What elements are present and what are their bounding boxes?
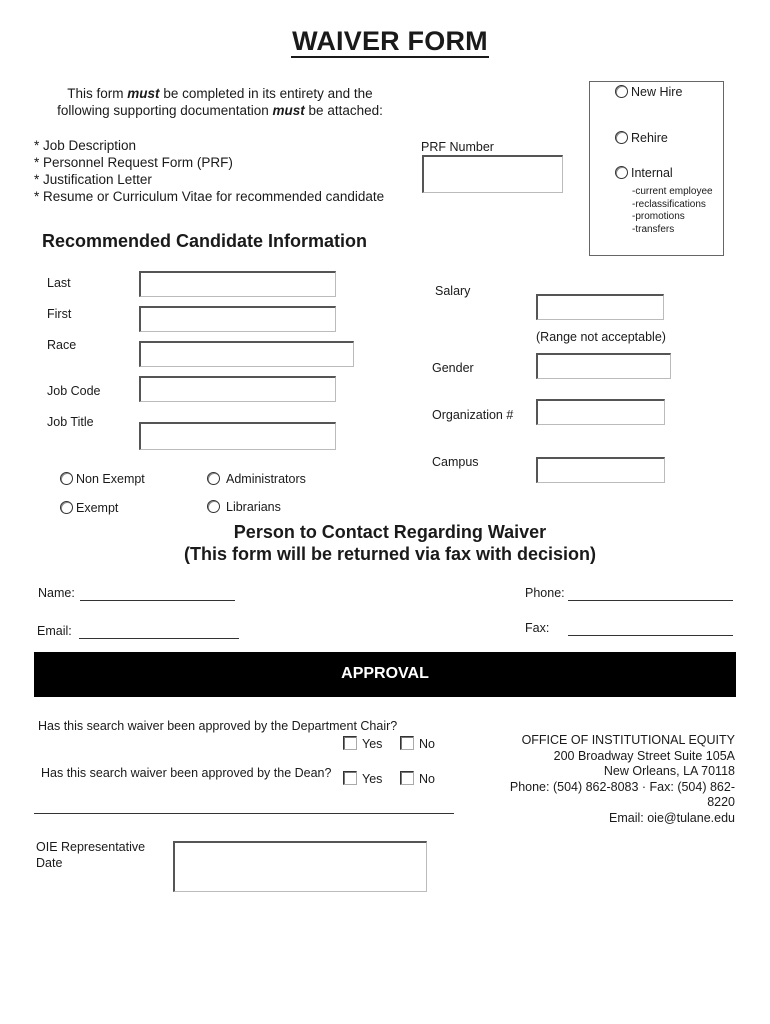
job-code-field[interactable] bbox=[139, 376, 336, 402]
intro-text: This form must be completed in its entirety and the following supporting documentation must be attached: bbox=[57, 86, 383, 118]
first-label: First bbox=[47, 307, 72, 321]
oie-rep-field[interactable] bbox=[173, 841, 427, 892]
fax-label: Fax: bbox=[525, 621, 550, 635]
exempt-radio[interactable] bbox=[60, 501, 73, 514]
oie-rep-labels: OIE Representative Date bbox=[36, 840, 146, 870]
email-line-field[interactable] bbox=[79, 638, 239, 639]
office-name: OFFICE OF INSTITUTIONAL EQUITY bbox=[521, 733, 735, 747]
campus-field[interactable] bbox=[536, 457, 665, 483]
list-item: * Resume or Curriculum Vitae for recommended candidate bbox=[34, 188, 384, 205]
list-item: * Personnel Request Form (PRF) bbox=[34, 154, 384, 171]
dean-yes-option[interactable]: Yes bbox=[343, 771, 382, 786]
office-city: New Orleans, LA 70118 bbox=[603, 764, 735, 778]
exempt-option[interactable]: Exempt bbox=[60, 501, 118, 515]
list-item: * Justification Letter bbox=[34, 171, 384, 188]
internal-notes: -current employee -reclassifications -promotions -transfers bbox=[632, 186, 713, 235]
contact-subheading: (This form will be returned via fax with decision) bbox=[183, 544, 597, 564]
candidate-heading: Recommended Candidate Information bbox=[42, 231, 368, 251]
chair-no-checkbox[interactable] bbox=[400, 736, 414, 750]
job-title-label: Job Title bbox=[47, 415, 94, 429]
last-name-field[interactable] bbox=[139, 271, 336, 297]
librarians-radio[interactable] bbox=[207, 500, 220, 513]
name-label: Name: bbox=[38, 586, 75, 600]
chair-question: Has this search waiver been approved by the Department Chair? bbox=[38, 719, 398, 733]
internal-radio[interactable] bbox=[615, 166, 628, 179]
non-exempt-radio[interactable] bbox=[60, 472, 73, 485]
email-label: Email: bbox=[37, 624, 72, 638]
new-hire-radio[interactable] bbox=[615, 85, 628, 98]
office-street: 200 Broadway Street Suite 105A bbox=[553, 748, 735, 763]
office-email: Email: oie@tulane.edu bbox=[609, 810, 735, 825]
form-title: WAIVER FORM bbox=[292, 26, 488, 56]
librarians-option[interactable]: Librarians bbox=[207, 500, 281, 514]
list-item: * Job Description bbox=[34, 137, 384, 154]
phone-label: Phone: bbox=[525, 586, 565, 600]
race-label: Race bbox=[47, 338, 77, 352]
section-divider bbox=[34, 813, 454, 814]
race-field[interactable] bbox=[139, 341, 354, 367]
new-hire-option[interactable]: New Hire bbox=[615, 85, 682, 99]
last-label: Last bbox=[47, 276, 71, 290]
chair-yes-option[interactable]: Yes bbox=[343, 736, 382, 751]
office-address bbox=[490, 733, 735, 826]
rehire-radio[interactable] bbox=[615, 131, 628, 144]
administrators-radio[interactable] bbox=[207, 472, 220, 485]
salary-field[interactable] bbox=[536, 294, 664, 320]
gender-field[interactable] bbox=[536, 353, 671, 379]
dean-no-checkbox[interactable] bbox=[400, 771, 414, 785]
gender-label: Gender bbox=[432, 361, 474, 375]
chair-yes-checkbox[interactable] bbox=[343, 736, 357, 750]
internal-option[interactable]: Internal bbox=[615, 166, 673, 180]
phone-line-field[interactable] bbox=[568, 600, 733, 601]
organization-field[interactable] bbox=[536, 399, 665, 425]
organization-label: Organization # bbox=[432, 408, 514, 422]
rehire-option[interactable]: Rehire bbox=[615, 131, 668, 145]
campus-label: Campus bbox=[432, 455, 479, 469]
dean-question: Has this search waiver been approved by the Dean? bbox=[41, 766, 332, 780]
dean-no-option[interactable]: No bbox=[400, 771, 435, 786]
office-phone-fax: Phone: (504) 862-8083 · Fax: (504) 862-8220 bbox=[509, 779, 735, 809]
non-exempt-option[interactable]: Non Exempt bbox=[60, 472, 145, 486]
first-name-field[interactable] bbox=[139, 306, 336, 332]
job-title-field[interactable] bbox=[139, 422, 336, 450]
contact-heading: Person to Contact Regarding Waiver bbox=[233, 522, 547, 542]
chair-no-option[interactable]: No bbox=[400, 736, 435, 751]
fax-line-field[interactable] bbox=[568, 635, 733, 636]
name-line-field[interactable] bbox=[80, 600, 235, 601]
salary-label: Salary bbox=[435, 284, 471, 298]
required-documents-list bbox=[34, 137, 384, 205]
administrators-option[interactable]: Administrators bbox=[207, 472, 306, 486]
range-note: (Range not acceptable) bbox=[536, 330, 666, 344]
prf-number-field[interactable] bbox=[422, 155, 563, 193]
prf-number-label: PRF Number bbox=[421, 140, 494, 154]
job-code-label: Job Code bbox=[47, 384, 101, 398]
dean-yes-checkbox[interactable] bbox=[343, 771, 357, 785]
approval-banner: APPROVAL bbox=[34, 652, 736, 697]
